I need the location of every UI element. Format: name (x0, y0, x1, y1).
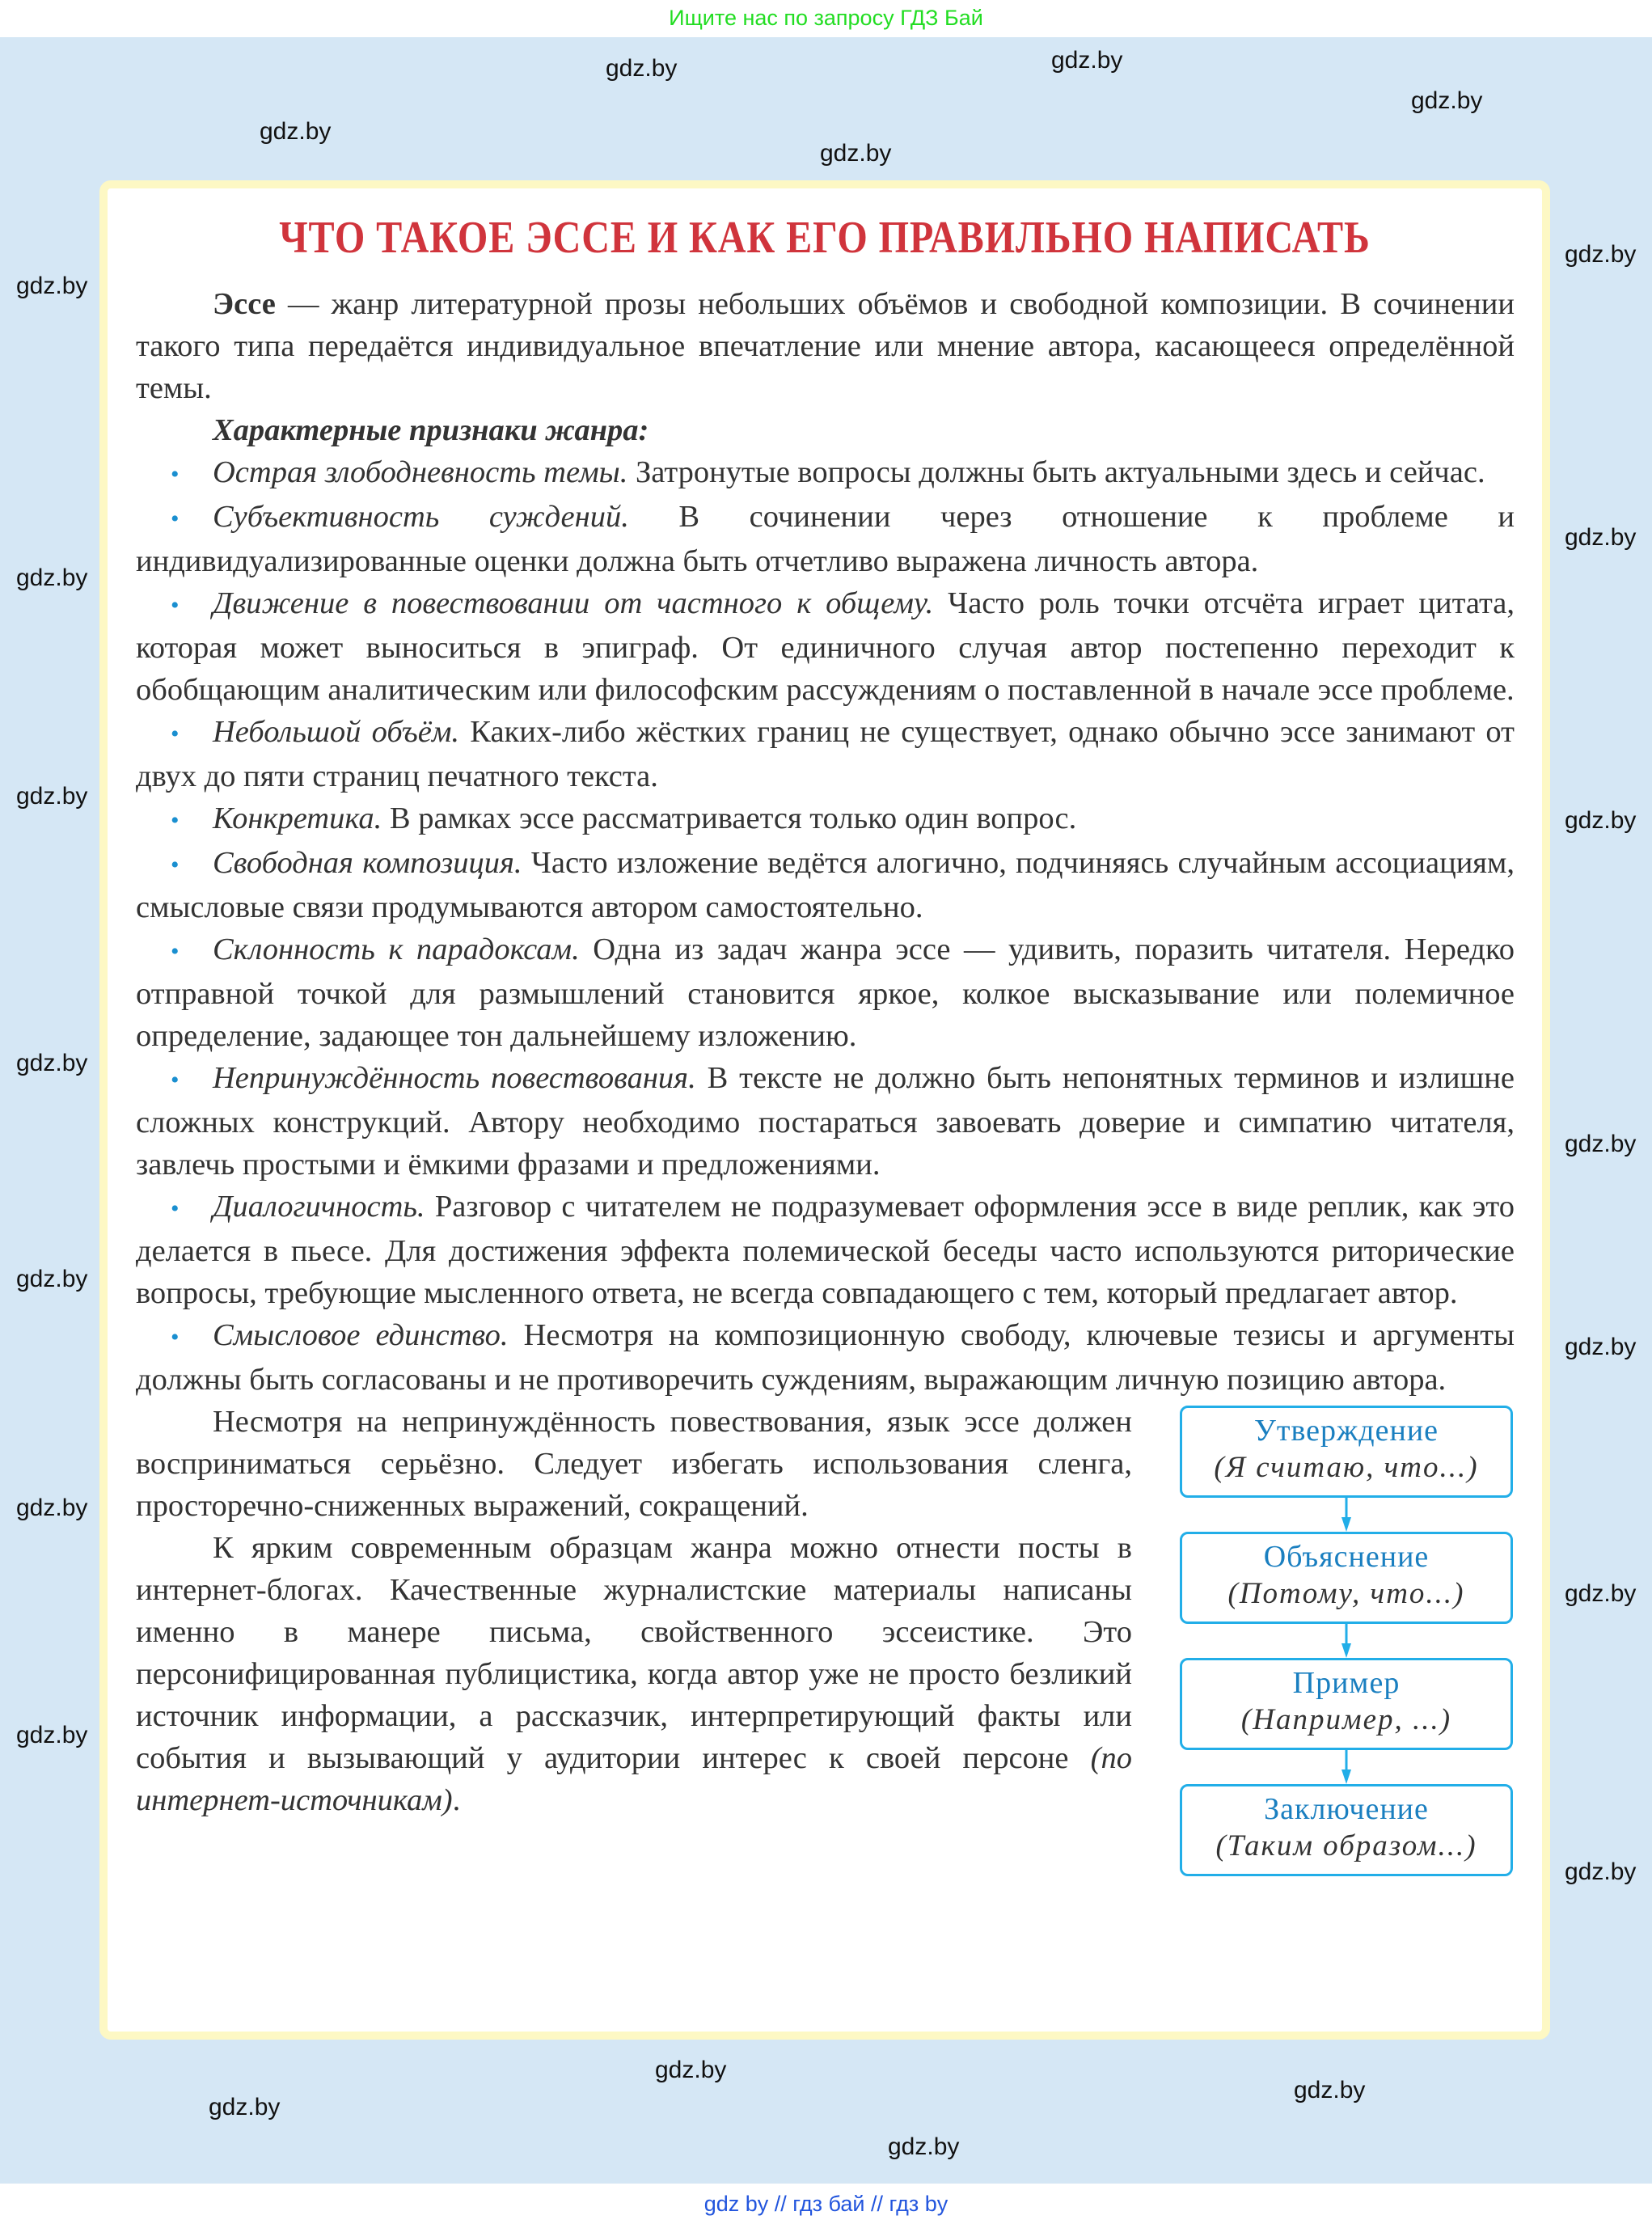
bullet-icon: • (171, 461, 180, 488)
feature-text: В рамках эссе рассматривается только один вопрос. (382, 801, 1077, 835)
feature-text: Одна из задач жанра эссе — удивить, поразить читателя. Нередко отправной точкой для размышлений становится яркое, колкое высказывание или полемичное определение, задающее тон дальнейшему изложению. (136, 932, 1515, 1053)
feature-term: Конкретика. (213, 801, 382, 835)
feature-term: Диалогичность. (213, 1190, 425, 1224)
feature-text: Разговор с читателем не подразумевает оформления эссе в виде реплик, как это делается в пьесе. Для достижения эффекта полемической беседы часто используются риторические вопросы, требующие мысленного ответа, не всегда совпадающего с тем, который предлагает автор. (136, 1190, 1515, 1310)
feature-item (136, 496, 1515, 582)
watermark: gdz.by (1565, 807, 1637, 834)
article-body (136, 283, 1515, 1876)
scheme-step-phrase: (Например, ...) (1240, 1703, 1452, 1736)
feature-item (136, 1057, 1515, 1186)
arrow-down-icon (1341, 1498, 1351, 1532)
feature-text: В тексте не должно быть непонятных терминов и излишне сложных конструкций. Автору необходимо постараться завоевать доверие и симпатию читателя, завлечь простыми и ёмкими фразами и предложениями. (136, 1061, 1515, 1182)
footer-links[interactable]: gdz by // гдз бай // гдз by (0, 2184, 1652, 2224)
feature-term: Субъективность суждений. (213, 500, 629, 534)
watermark: gdz.by (1565, 1334, 1637, 1360)
bullet-icon: • (171, 721, 180, 747)
watermark: gdz.by (16, 1495, 88, 1521)
feature-term: Острая злободневность темы. (213, 455, 628, 489)
examples-text: К ярким современным образцам жанра можно отнести посты в интернет-блогах. Качественные журналистские материалы написаны именно в манере письма, свойственного эссеистике. Это персонифицированная публицистика, когда автор уже не просто безликий источник информации, а рассказчик, интерпретирующий факты или события и вызывающий у аудитории интерес к своей персоне (136, 1531, 1132, 1775)
watermark: gdz.by (16, 564, 88, 591)
bullet-icon: • (171, 807, 180, 834)
feature-text: Несмотря на композиционную свободу, ключевые тезисы и аргументы должны быть согласованы и не противоречить суждениям, выражающим личную позицию автора. (136, 1318, 1515, 1397)
scheme-step (1180, 1658, 1513, 1750)
scheme-step-phrase: (Я считаю, что...) (1214, 1451, 1479, 1484)
watermark: gdz.by (16, 1266, 88, 1292)
feature-term: Движение в повествовании от частного к общему. (213, 586, 934, 620)
watermark: gdz.by (209, 2094, 281, 2120)
source-note: (по интернет-источникам) (136, 1741, 1132, 1817)
watermark: gdz.by (888, 2133, 960, 2160)
bullet-icon: • (171, 1067, 180, 1093)
watermark: gdz.by (1411, 87, 1483, 114)
watermark: gdz.by (820, 140, 892, 167)
bullet-icon: • (171, 1324, 180, 1351)
scheme-step-heading: Утверждение (1253, 1414, 1439, 1448)
intro-term: Эссе (213, 287, 276, 321)
arrow-down-icon (1341, 1750, 1351, 1784)
watermark: gdz.by (606, 55, 678, 82)
essay-structure-scheme (1180, 1406, 1513, 1876)
watermark: gdz.by (1294, 2077, 1366, 2103)
watermark: gdz.by (16, 1722, 88, 1748)
scheme-step (1180, 1784, 1513, 1876)
feature-text: Каких-либо жёстких границ не существует, однако обычно эссе занимают от двух до пяти страниц печатного текста. (136, 715, 1515, 793)
watermark: gdz.by (1565, 524, 1637, 551)
watermark: gdz.by (1051, 47, 1123, 74)
feature-item (136, 711, 1515, 797)
scheme-step-heading: Пример (1292, 1666, 1401, 1700)
scheme-step (1180, 1532, 1513, 1624)
watermark: gdz.by (1565, 241, 1637, 268)
feature-term: Свободная композиция. (213, 846, 522, 880)
watermark: gdz.by (1565, 1131, 1637, 1157)
feature-text: В сочинении через отношение к проблеме и индивидуализированные оценки должна быть отчетливо выражена личность автора. (136, 500, 1515, 578)
feature-item (136, 451, 1515, 496)
watermark: gdz.by (1565, 1580, 1637, 1607)
watermark: gdz.by (260, 118, 332, 145)
language-paragraph: Несмотря на непринуждённость повествования, язык эссе должен восприниматься серьёзно. Следует избегать использования сленга, просторечно-сниженных выражений, сокращений. (136, 1405, 1132, 1523)
feature-text: Затронутые вопросы должны быть актуальными здесь и сейчас. (627, 455, 1485, 489)
scheme-step-heading: Объяснение (1263, 1540, 1430, 1574)
arrow-down-icon (1341, 1624, 1351, 1658)
feature-item (136, 928, 1515, 1057)
feature-term: Небольшой объём. (213, 715, 460, 749)
bullet-icon: • (171, 1195, 180, 1222)
feature-item (136, 1314, 1515, 1401)
feature-term: Склонность к парадоксам. (213, 932, 580, 966)
watermark: gdz.by (16, 273, 88, 299)
feature-term: Непринуждённость повествования. (213, 1061, 696, 1095)
feature-item (136, 1186, 1515, 1314)
intro-paragraph (136, 283, 1515, 409)
top-banner: Ищите нас по запросу ГДЗ Бай (0, 0, 1652, 37)
feature-item (136, 797, 1515, 842)
feature-item (136, 582, 1515, 711)
scheme-step (1180, 1406, 1513, 1498)
bullet-icon: • (171, 592, 180, 619)
bullet-icon: • (171, 505, 180, 532)
scheme-step-phrase: (Таким образом...) (1215, 1829, 1477, 1862)
features-heading (136, 409, 1515, 451)
bullet-icon: • (171, 938, 180, 965)
watermark: gdz.by (16, 783, 88, 810)
feature-term: Смысловое единство. (213, 1318, 509, 1352)
scheme-step-phrase: (Потому, что...) (1227, 1577, 1465, 1610)
source-end: . (452, 1783, 461, 1817)
feature-text: Часто роль точки отсчёта играет цитата, которая может выноситься в эпиграф. От единичного случая автор постепенно переходит к обобщающим аналитическим или философским рассуждениям о поставленной в начале эссе проблеме. (136, 586, 1515, 707)
watermark: gdz.by (655, 2057, 727, 2083)
scheme-step-heading: Заключение (1264, 1792, 1429, 1826)
features-list (136, 451, 1515, 1401)
watermark: gdz.by (1565, 1858, 1637, 1885)
intro-text: — жанр литературной прозы небольших объёмов и свободной композиции. В сочинении такого типа передаётся индивидуальное впечатление или мнение автора, касающееся определённой темы. (136, 287, 1515, 405)
features-heading-text: Характерные признаки жанра: (213, 413, 649, 447)
page-title: ЧТО ТАКОЕ ЭССЕ И КАК ЕГО ПРАВИЛЬНО НАПИСАТЬ (279, 213, 1371, 263)
feature-item (136, 842, 1515, 928)
feature-text: Часто изложение ведётся алогично, подчиняясь случайным ассоциациям, смысловые связи продумываются автором самостоятельно. (136, 846, 1515, 924)
bullet-icon: • (171, 852, 180, 878)
watermark: gdz.by (16, 1050, 88, 1076)
